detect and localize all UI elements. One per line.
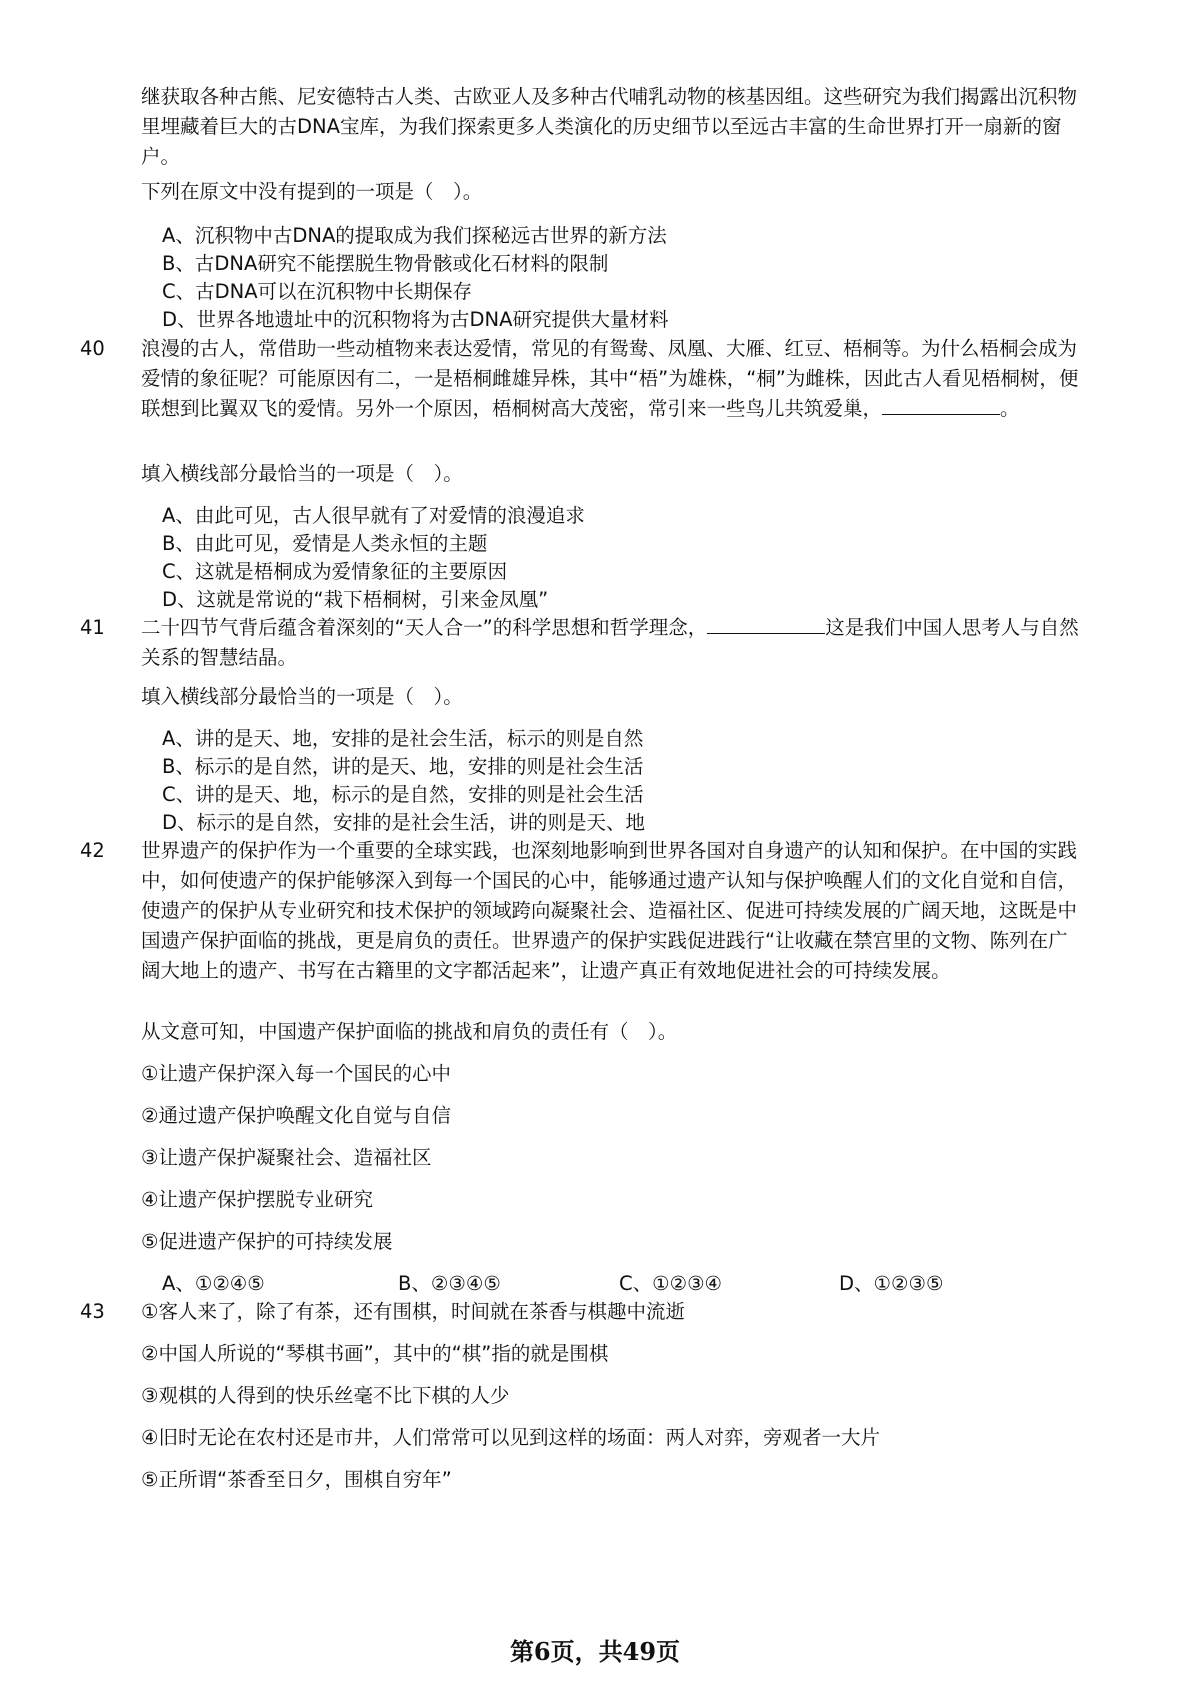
q42-item-2: ②通过遗产保护唤醒文化自觉与自信	[141, 1104, 451, 1127]
q40-passage	[141, 334, 1086, 424]
intro-passage: 继获取各种古熊、尼安德特古人类、古欧亚人及多种古代哺乳动物的核基因组。这些研究为我们揭露出沉积物里埋藏着巨大的古DNA宝库，为我们探索更多人类演化的历史细节以至远古丰富的生命世界打开一扇新的窗户。	[141, 85, 1078, 168]
q42-item-4: ④让遗产保护摆脱专业研究	[141, 1188, 373, 1211]
q41-passage	[141, 613, 1086, 673]
q43-item-1: ①客人来了，除了有茶，还有围棋，时间就在茶香与棋趣中流逝	[141, 1300, 685, 1323]
q42-item-1: ①让遗产保护深入每一个国民的心中	[141, 1062, 451, 1085]
q42-item-3: ③让遗产保护凝聚社会、造福社区	[141, 1146, 432, 1169]
q42-question: 从文意可知，中国遗产保护面临的挑战和肩负的责任有（ ）。	[141, 1020, 678, 1043]
intro-option-d: D、世界各地遗址中的沉积物将为古DNA研究提供大量材料	[162, 308, 669, 331]
question-number-41: 41	[80, 616, 105, 639]
q42-item-5: ⑤促进遗产保护的可持续发展	[141, 1230, 393, 1253]
q41-option-b: B、标示的是自然，讲的是天、地，安排的则是社会生活	[162, 755, 644, 778]
q42-option-b: B、②③④⑤	[398, 1272, 501, 1295]
q41-option-a: A、讲的是天、地，安排的是社会生活，标示的则是自然	[162, 727, 644, 750]
q42-option-d: D、①②③⑤	[839, 1272, 944, 1295]
intro-option-b: B、古DNA研究不能摆脱生物骨骸或化石材料的限制	[162, 252, 609, 275]
intro-option-a: A、沉积物中古DNA的提取成为我们探秘远古世界的新方法	[162, 224, 667, 247]
q43-item-5: ⑤正所谓“茶香至日夕，围棋自穷年”	[141, 1468, 452, 1491]
q43-item-3: ③观棋的人得到的快乐丝毫不比下棋的人少	[141, 1384, 510, 1407]
intro-option-c: C、古DNA可以在沉积物中长期保存	[162, 280, 473, 303]
q41-passage-end: 这是我们中国人思考人与自然关系的智慧结晶。	[141, 616, 1079, 669]
q42-option-c: C、①②③④	[619, 1272, 723, 1295]
answer-blank	[707, 615, 825, 634]
q43-item-2: ②中国人所说的“琴棋书画”，其中的“棋”指的就是围棋	[141, 1342, 609, 1365]
q40-passage-text: 浪漫的古人，常借助一些动植物来表达爱情，常见的有鸳鸯、凤凰、大雁、红豆、梧桐等。为什么梧桐会成为爱情的象征呢？可能原因有二，一是梧桐雌雄异株，其中“梧”为雄株，“桐”为雌株，因此古人看见梧桐树，便联想到比翼双飞的爱情。另外一个原因，梧桐树高大茂密，常引来一些鸟儿共筑爱巢，	[141, 337, 1079, 420]
question-number-43: 43	[80, 1300, 105, 1323]
q42-passage: 世界遗产的保护作为一个重要的全球实践，也深刻地影响到世界各国对自身遗产的认知和保护。在中国的实践中，如何使遗产的保护能够深入到每一个国民的心中，能够通过遗产认知与保护唤醒人们的文化自觉和自信，使遗产的保护从专业研究和技术保护的领域跨向凝聚社会、造福社区、促进可持续发展的广阔天地，这既是中国遗产保护面临的挑战，更是肩负的责任。世界遗产的保护实践促进践行“让收藏在禁宫里的文物、陈列在广阔大地上的遗产、书写在古籍里的文字都活起来”，让遗产真正有效地促进社会的可持续发展。	[141, 839, 1078, 982]
q41-question: 填入横线部分最恰当的一项是（ ）。	[141, 685, 463, 708]
q40-option-b: B、由此可见，爱情是人类永恒的主题	[162, 532, 488, 555]
q40-passage-end: 。	[1000, 397, 1020, 420]
q43-item-4: ④旧时无论在农村还是市井，人们常常可以见到这样的场面：两人对弈，旁观者一大片	[141, 1426, 880, 1449]
page-footer: 第6页，共49页	[509, 1637, 681, 1666]
q40-option-d: D、这就是常说的“栽下梧桐树，引来金凤凰”	[162, 588, 549, 611]
q41-option-c: C、讲的是天、地，标示的是自然，安排的则是社会生活	[162, 783, 644, 806]
q40-option-a: A、由此可见，古人很早就有了对爱情的浪漫追求	[162, 504, 585, 527]
answer-blank	[882, 396, 1000, 415]
question-number-40: 40	[80, 337, 105, 360]
q40-question: 填入横线部分最恰当的一项是（ ）。	[141, 462, 463, 485]
intro-question: 下列在原文中没有提到的一项是（ ）。	[141, 180, 483, 203]
q40-option-c: C、这就是梧桐成为爱情象征的主要原因	[162, 560, 508, 583]
question-number-42: 42	[80, 839, 105, 862]
q41-option-d: D、标示的是自然，安排的是社会生活，讲的则是天、地	[162, 811, 646, 834]
q41-passage-text: 二十四节气背后蕴含着深刻的“天人合一”的科学思想和哲学理念，	[141, 616, 708, 639]
q42-option-a: A、①②④⑤	[162, 1272, 265, 1295]
